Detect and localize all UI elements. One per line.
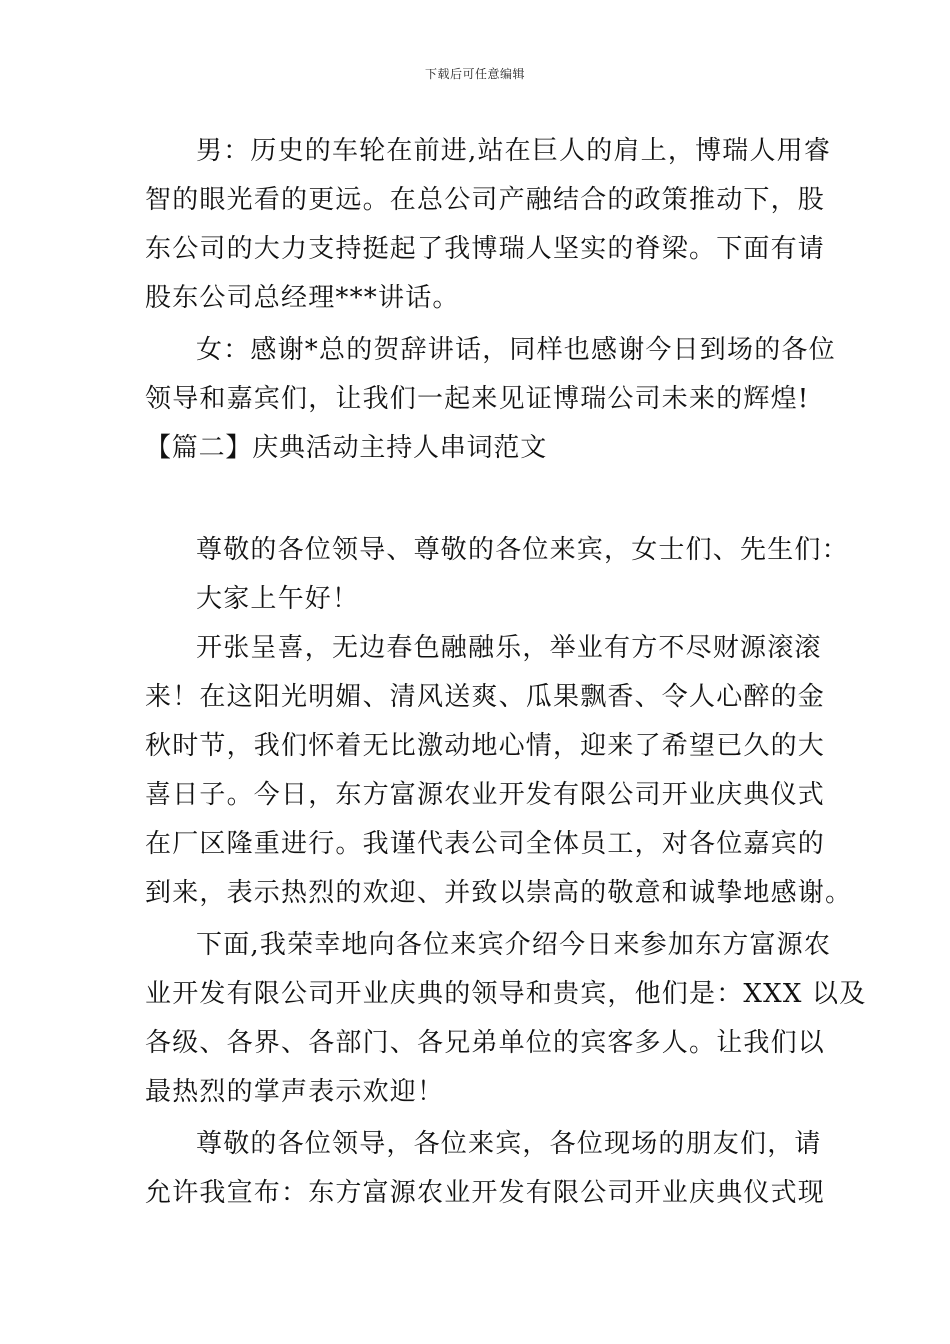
paragraph-line: 允许我宣布：东方富源农业开发有限公司开业庆典仪式现 (145, 1178, 826, 1208)
section-heading: 【篇二】庆典活动主持人串词范文 (145, 433, 548, 463)
paragraph-line: 最热烈的掌声表示欢迎！ (145, 1077, 445, 1107)
paragraph-line: 股东公司总经理***讲话。 (145, 283, 460, 313)
paragraph-line: 东公司的大力支持挺起了我博瑞人坚实的脊梁。下面有请 (145, 234, 826, 264)
paragraph-line: 业开发有限公司开业庆典的领导和贵宾，他们是：XXX 以及 (145, 979, 867, 1009)
paragraph-line: 来！在这阳光明媚、清风送爽、瓜果飘香、令人心醉的金 (145, 682, 826, 712)
paragraph-line: 尊敬的各位领导，各位来宾，各位现场的朋友们，请 (196, 1129, 822, 1159)
paragraph-line: 领导和嘉宾们，让我们一起来见证博瑞公司未来的辉煌! (145, 384, 810, 414)
paragraph-line: 开张呈喜，无边春色融融乐，举业有方不尽财源滚滚 (196, 633, 822, 663)
greeting-line: 大家上午好！ (196, 584, 360, 614)
paragraph-line: 秋时节，我们怀着无比激动地心情，迎来了希望已久的大 (145, 731, 826, 761)
paragraph-line: 女：感谢*总的贺辞讲话，同样也感谢今日到场的各位 (196, 335, 836, 365)
paragraph-line: 到来，表示热烈的欢迎、并致以崇高的敬意和诚挚地感谢。 (145, 878, 853, 908)
paragraph-line: 男：历史的车轮在前进,站在巨人的肩上，博瑞人用睿 (196, 136, 832, 166)
paragraph-line: 各级、各界、各部门、各兄弟单位的宾客多人。让我们以 (145, 1028, 826, 1058)
paragraph-line: 在厂区隆重进行。我谨代表公司全体员工，对各位嘉宾的 (145, 829, 826, 859)
paragraph-line: 智的眼光看的更远。在总公司产融结合的政策推动下，股 (145, 185, 826, 215)
paragraph-line: 下面,我荣幸地向各位来宾介绍今日来参加东方富源农 (196, 930, 832, 960)
page-header: 下载后可任意编辑 (424, 67, 525, 81)
salutation-line: 尊敬的各位领导、尊敬的各位来宾，女士们、先生们： (196, 535, 849, 565)
paragraph-line: 喜日子。今日，东方富源农业开发有限公司开业庆典仪式 (145, 780, 826, 810)
